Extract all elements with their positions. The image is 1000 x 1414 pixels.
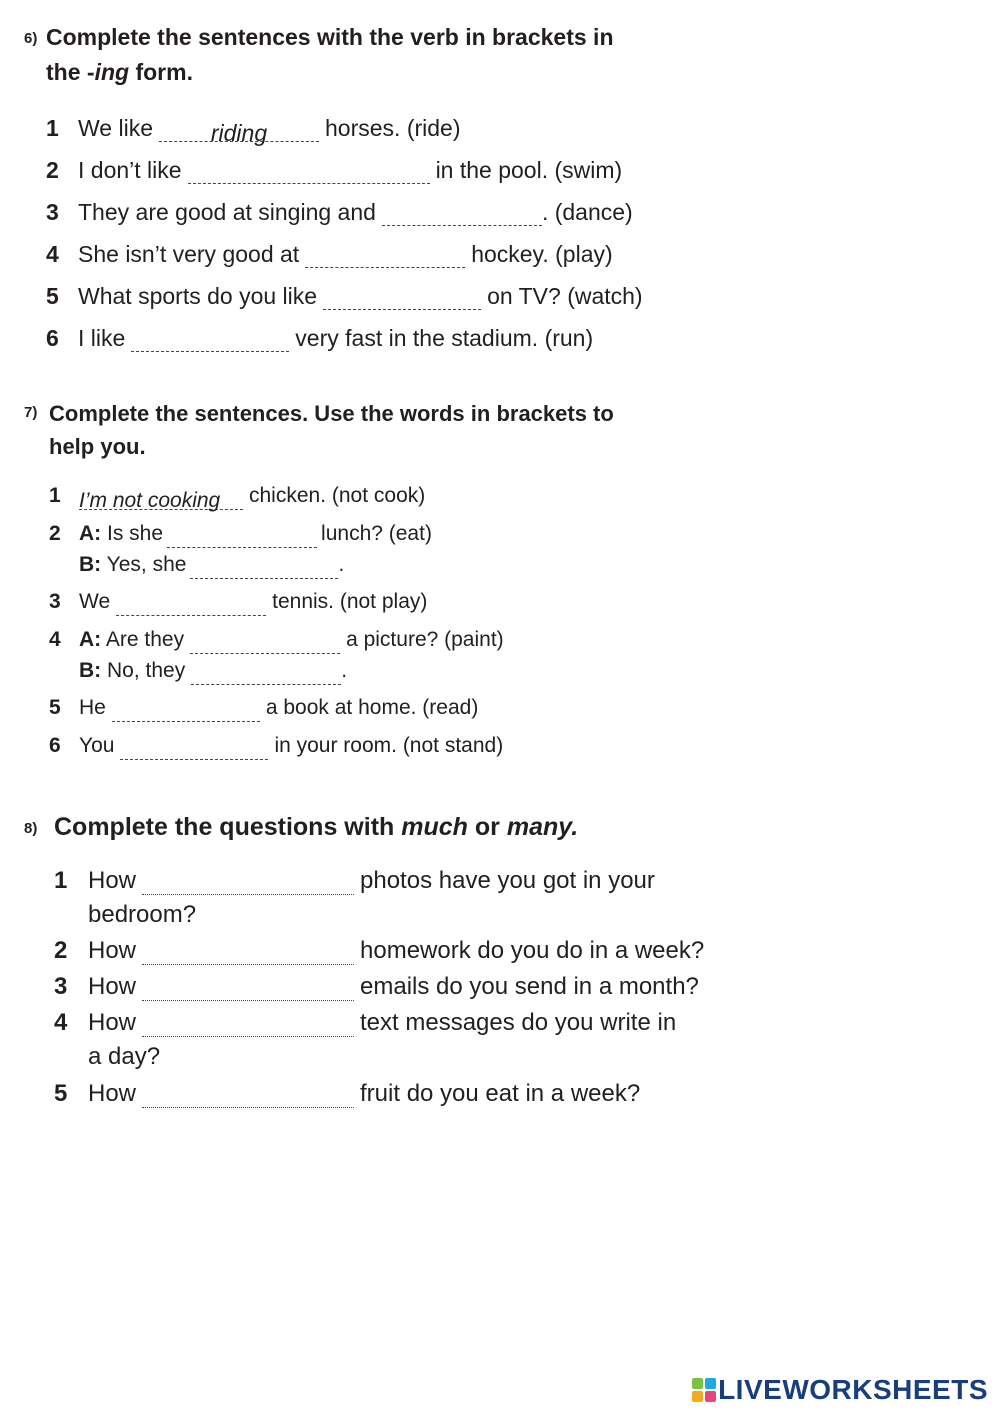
exercise-line: 1 I’m not cooking chicken. (not cook) [49,484,426,512]
exercise-line: 5 How fruit do you eat in a week? [54,1080,641,1107]
answer-blank[interactable] [142,1014,354,1037]
answer-blank[interactable] [190,556,338,579]
exercise-line: 1 We like riding horses. (ride) [46,115,461,146]
answer-blank[interactable] [142,978,354,1001]
liveworksheets-logo-icon [692,1378,716,1402]
exercise-line: 5 He a book at home. (read) [49,694,478,722]
answer-blank[interactable] [120,737,268,760]
section-title: Complete the sentences with the verb in brackets in the -ing form. [46,24,614,85]
answer-blank[interactable]: I’m not cooking [79,487,243,510]
answer-blank[interactable] [190,631,340,654]
section-title: Complete the questions with much or many. [54,813,579,841]
answer-blank[interactable] [305,245,465,268]
line-continuation: a day? [88,1043,161,1070]
answer-blank[interactable] [188,161,430,184]
exercise-line: 3 They are good at singing and . (dance) [46,199,633,225]
exercise-line: 3 We tennis. (not play) [49,588,427,616]
section-number: 7) [24,404,38,421]
exercise-line: 3 How emails do you send in a month? [54,973,699,1000]
answer-blank[interactable] [142,872,354,895]
exercise-line: 2 A: Is she lunch? (eat) [49,520,432,548]
exercise-line: 4 A: Are they a picture? (paint) [49,626,504,654]
exercise-line: 2 How homework do you do in a week? [54,937,705,964]
exercise-line: 5 What sports do you like on TV? (watch) [46,283,643,309]
answer-blank[interactable] [116,593,266,616]
section-title: Complete the sentences. Use the words in brackets to help you. [49,401,614,459]
exercise-line: 6 I like very fast in the stadium. (run) [46,325,594,351]
logo-text: LIVEWORKSHEETS [718,1374,988,1405]
answer-blank[interactable] [142,942,354,965]
answer-blank[interactable] [323,287,481,310]
liveworksheets-logo [692,1374,988,1406]
exercise-line: 6 You in your room. (not stand) [49,732,503,760]
answer-blank[interactable] [167,525,317,548]
line-continuation: bedroom? [88,901,197,928]
section-number: 6) [24,30,38,47]
answer-blank[interactable] [142,1085,354,1108]
answer-blank[interactable] [131,329,289,352]
exercise-line: 1 How photos have you got in your [54,867,655,894]
exercise-line: 4 She isn’t very good at hockey. (play) [46,241,613,267]
answer-blank[interactable] [191,662,341,685]
section-number: 8) [24,820,38,837]
answer-blank[interactable]: riding [159,119,319,142]
answer-blank[interactable] [112,699,260,722]
exercise-line: 2 I don’t like in the pool. (swim) [46,157,623,183]
answer-blank[interactable] [382,203,542,226]
exercise-line: B: No, they . [49,657,347,685]
exercise-line: B: Yes, she . [49,551,344,579]
exercise-line: 4 How text messages do you write in [54,1009,677,1036]
